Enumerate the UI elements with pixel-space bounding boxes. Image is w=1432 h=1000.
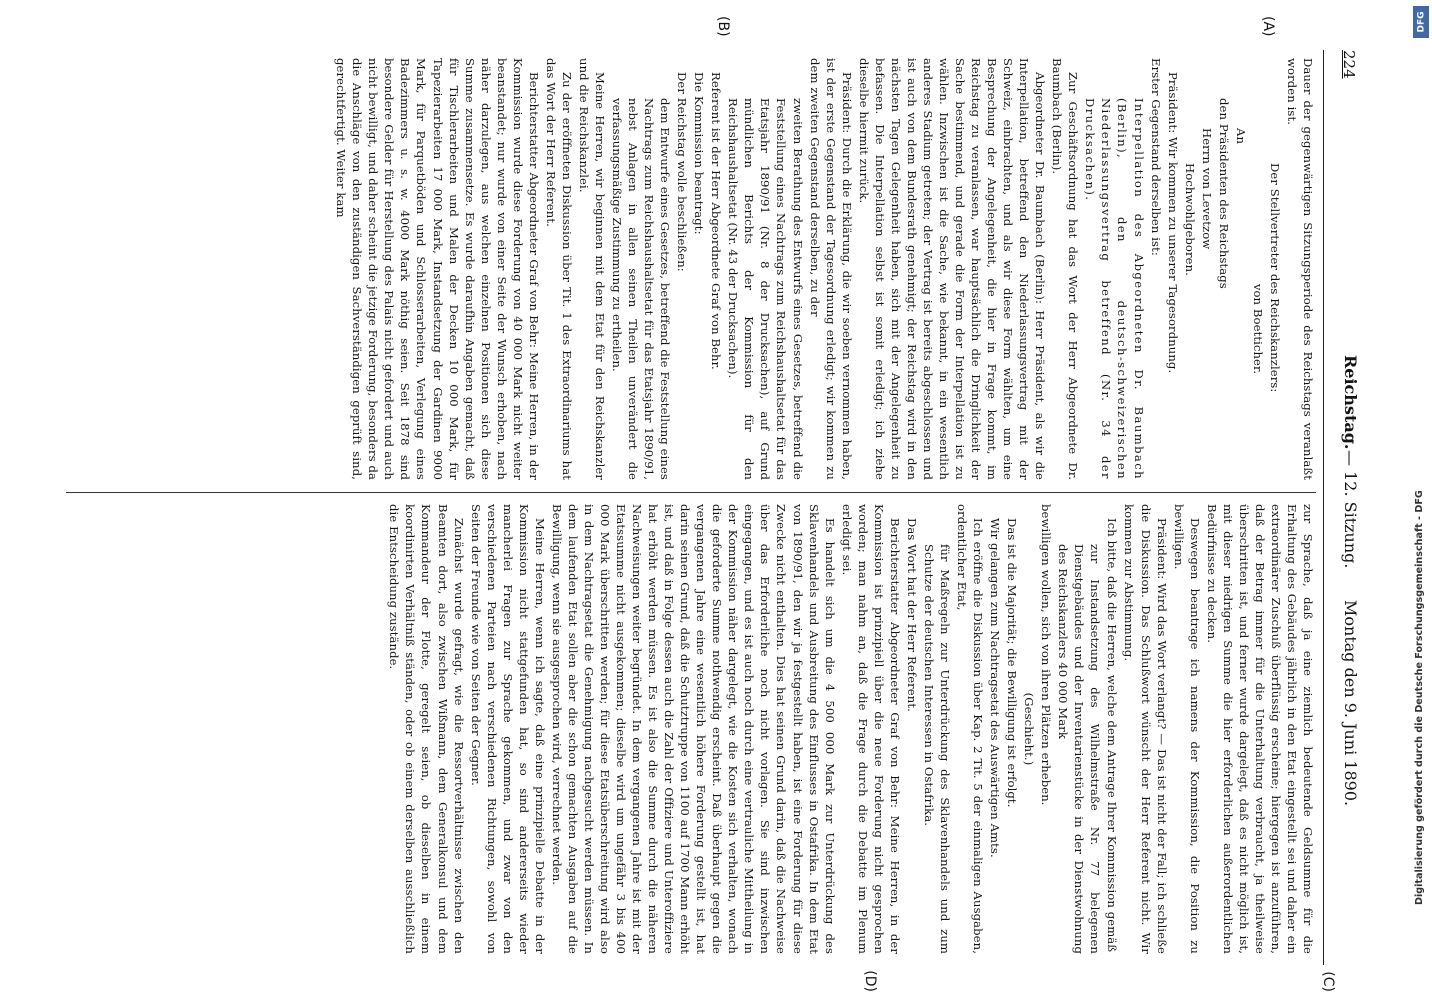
paragraph: Erster Gegenstand derselben ist: [1148, 58, 1163, 256]
paragraph: Präsident: Wir kommen zu unserer Tagesordnung. [1165, 72, 1180, 374]
address-line: den Präsidenten des Reichstags [1216, 98, 1231, 289]
header-title: Reichstag. [1341, 355, 1360, 450]
paragraph: Ich bitte, daß die Herren, welche dem Antrage Ihrer Kommission gemäß [1105, 518, 1120, 953]
address-line: Herrn von Levetzow [1199, 128, 1214, 250]
paragraph: Deswegen beantrage ich namens der Kommission, die Position zu bewilligen. [1171, 504, 1202, 954]
paragraph: Dauer der gegenwärtigen Sitzungsperiode des Reichstags veranlaßt worden ist. [1284, 58, 1315, 480]
dfg-logo-text: DFG [1416, 11, 1427, 33]
paragraph: zur Sprache, daß ja eine ziemlich bedeutende Geldsumme für die Erhaltung des Gebäudes jährlich in den Etat eingestellt sei und daher ein extraordinärer Zuschuß überflüssig erscheine; hiergegen ist anzuführen, daß der Betrag immer für die Unterhaltung verbraucht, ja theilweise überschritten ist, und ferner wurde dargelegt, daß es nicht möglich ist, mit dieser niedrigen Summe die hier erforderlichen außerordentlichen Bedürfnisse zu decken. [1204, 504, 1315, 954]
right-column [66, 504, 1316, 954]
margin-marker-c: (C) [1320, 971, 1336, 992]
margin-marker-b: (B) [715, 16, 731, 37]
paragraph: Das Wort hat der Herr Referent. [904, 518, 919, 712]
column-divider [66, 492, 1316, 493]
paragraph: Wir gelangen zum Nachtragsetat des Auswärtigen Amts. [988, 518, 1003, 858]
stage-direction: (Geschieht.) [1022, 692, 1037, 766]
digitization-credit: Digitalisierung gefördert durch die Deutsche Forschungsgemeinschaft - DFG [1414, 490, 1425, 905]
paragraph: Präsident: Wird das Wort verlangt? — Das ist nicht der Fall; ich schließe die Diskussion. Das Schlußwort wünscht der Herr Referent nicht. Wir kommen zur Abstimmung. [1122, 504, 1169, 954]
header-date: Montag den 9. Juni 1890. [1341, 600, 1360, 807]
address-line: Hochwohlgeboren. [1182, 163, 1197, 276]
address-line: An [1233, 128, 1248, 145]
signature-role: Der Stellvertreter des Reichskanzlers: [1267, 163, 1282, 393]
page-number: 224 [1340, 50, 1358, 79]
header-rule [1323, 50, 1324, 965]
left-column [66, 58, 1316, 480]
motion-text: zur Instandsetzung des Wilhelmstraße Nr. 77 belegenen Dienstgebäudes und der Inventarienstücke in der Dienstwohnung des Reichskanzlers 40 000 Mark [1056, 544, 1103, 954]
scanned-page [36, 10, 1386, 990]
paragraph: bewilligen wollen, sich von ihren Plätzen erheben. [1039, 504, 1054, 806]
signature-name: von Boetticher. [1250, 283, 1265, 375]
speech-paragraph: Abgeordneter Dr. Baumbach (Berlin): Herr Präsident, als wir die Interpellation, betreffend den Niederlassungsvertrag mit der Schweiz, einbrachten, und als wir diese Form wählten, um eine Besprechung der Angelegenheit, die hier in Frage kommt, im Reichstag zu veranlassen, war hauptsächlich die Dringlichkeit der Sache bestimmend, und gerade die Form der Interpellation ist zu wählen. Inzwischen ist die Sache, wie bekannt, in ein wesentlich anderes Stadium getreten; der Vertrag ist bereits abgeschlossen und ist auch von dem Bundesrath genehmigt; der Reichstag wird in den nächsten Tagen Gelegenheit haben, sich mit der Angelegenheit zu befassen. Die Interpellation selbst ist somit erledigt; ich ziehe dieselbe hiermit zurück. [856, 58, 1048, 480]
margin-marker-d: (D) [862, 970, 878, 992]
paragraph: Präsident: Durch die Erklärung, die wir soeben vernommen haben, ist der erste Gegenstand der Tagesordnung erledigt; wir kommen zu dem zweiten Gegenstand derselben, zu der [807, 58, 854, 480]
motion-text: für Maßregeln zur Unterdrückung des Sklavenhandels und zum Schutze der deutschen Interessen in Ostafrika. [921, 544, 952, 954]
motion-text: dem Entwurfe eines Gesetzes, betreffend die Feststellung eines Nachtrags zum Reichshaushaltsetat für das Etatsjahr 1890/91, nebst Anlagen in allen seinen Theilen unverändert die verfassungsmäßige Zustimmung zu ertheilen. [610, 98, 673, 480]
speech-paragraph: Berichterstatter Abgeordneter Graf von Behr: Meine Herren, in der Kommission ist prinzipiell über die neue Forderung nicht gesprochen worden; man nahm an, daß die Frage durch die Debatte im Plenum erledigt sei. [839, 504, 902, 954]
paragraph: Der Reichstag wolle beschließen: [675, 72, 690, 272]
paragraph: Zu der eröffneten Diskussion über Tit. 1 des Extraordinariums hat das Wort der Herr Referent. [543, 58, 574, 480]
agenda-item: zweiten Berathung des Entwurfs eines Gesetzes, betreffend die Feststellung eines Nachtrags zum Reichshaushaltsetat für das Etatsjahr 1890/91 (Nr. 8 der Drucksachen), auf Grund mündlichen Berichts der Kommission für den Reichshaushaltsetat (Nr. 43 der Drucksachen). [726, 98, 805, 480]
agenda-item: Interpellation des Abgeordneten Dr. Baumbach (Berlin), den deutsch-schweizerischen Niederlassungsvertrag betreffend (Nr. 34 der Drucksachen). [1083, 98, 1146, 480]
dfg-logo [1413, 6, 1429, 38]
paragraph: Zur Geschäftsordnung hat das Wort der Herr Abgeordnete Dr. Baumbach (Berlin). [1050, 58, 1081, 480]
paragraph: Meine Herren, wir beginnen mit dem Etat für den Reichskanzler und die Reichskanzlei. [576, 58, 607, 480]
paragraph: Ich eröffne die Diskussion über Kap. 2 Tit. 5 der einmaligen Ausgaben, ordentlicher Etat, [955, 504, 986, 954]
speech-paragraph: Zunächst wurde gefragt, wie die Ressortverhältnisse zwischen den Beamten dort, also zwischen Wißmann, dem Generalkonsul und dem Kommandeur der Flotte, geregelt seien, ob dieselben in einem koordinirten Verhältniß ständen, oder ob einem derselben ausschließlich die Entscheidung zustände. [387, 504, 466, 954]
paragraph: Die Kommission beantragt: [692, 72, 707, 235]
speech-paragraph: Es handelt sich um die 4 500 000 Mark zur Unterdrückung des Sklavenhandels und Ausbreitung des Einflusses in Ostafrika. In dem Etat von 1890/91, den wir ja festgestellt haben, ist eine Forderung für diese Zwecke nicht enthalten. Dies hat seinen Grund darin, daß die Nachweise über das Erforderliche noch nicht vorlagen. Sie sind inzwischen eingegangen, und es ist auch noch durch eine vertrauliche Mittheilung in der Kommission näher dargelegt, wie die Kosten sich verhalten, wonach die geforderte Summe nothwendig erscheint. Daß überhaupt gegen die vergangenen Jahre eine wesentlich höhere Forderung gestellt ist, hat darin seinen Grund, daß die Schutztruppe von 1100 auf 1700 Mann erhöht ist, und daß in Folge dessen auch die Zahl der Offiziere und Unteroffiziere hat erhöht werden müssen. Es ist also die Summe durch die näheren Nachweisungen weiter begründet. In dem vergangenen Jahre ist mit der Etatssumme nicht ausgekommen; dieselbe wird um ungefähr 3 bis 400 000 Mark überschritten werden; für diese Etatsüberschreitung wird also in dem Nachtragsetat die Genehmigung nachgesucht werden müssen. In dem laufenden Etat sollen aber die schon gemachten Ausgaben auf die Bewilligung, wenn sie ausgesprochen wird, verrechnet werden. [549, 504, 837, 954]
speech-paragraph: Berichterstatter Abgeordneter Graf von Behr: Meine Herren, in der Kommission wurde diese Forderung von 40 000 Mark nicht weiter beanstandet; nur wurde von einer Seite der Wunsch erhoben, nach näher darzulegen, aus welchen einzelnen Positionen sich diese Summe zusammensetze. Es wurde daraufhin Angaben gemacht, daß für Tischlerarbeiten und Malen der Decken 10 000 Mark, für Tapezierarbeiten 17 000 Mark, Instandsetzung der Gardinen 9000 Mark, für Parquetböden und Schlosserarbeiten, Verlegung eines Badezimmers u. s. w. 4000 Mark nöthig seien. Seit 1878 sind besondere Gelder für Herstellung des Palais nicht gefordert und auch nicht bewilligt, und daher scheint die jetzige Forderung, besonders da die Anschläge von den zuständigen Sachverständigen geprüft sind, gerechtfertigt. Weiter kam [334, 58, 541, 480]
margin-marker-a: (A) [1260, 16, 1276, 37]
header-session: — 12. Sitzung. [1341, 450, 1360, 569]
paragraph: Das ist die Majorität; die Bewilligung ist erfolgt. [1005, 518, 1020, 808]
paragraph: Referent ist der Herr Abgeordnete Graf von Behr. [709, 72, 724, 370]
speech-paragraph: Meine Herren, wenn ich sagte, daß eine prinzipielle Debatte in der Kommission nicht stattgefunden hat, so sind andererseits wieder mancherlei Fragen zur Sprache gekommen, und zwar von den verschiedenen Parteien nach verschiedenen Richtungen, sowohl von Seiten der Freunde wie von Seiten der Gegner. [468, 504, 547, 954]
